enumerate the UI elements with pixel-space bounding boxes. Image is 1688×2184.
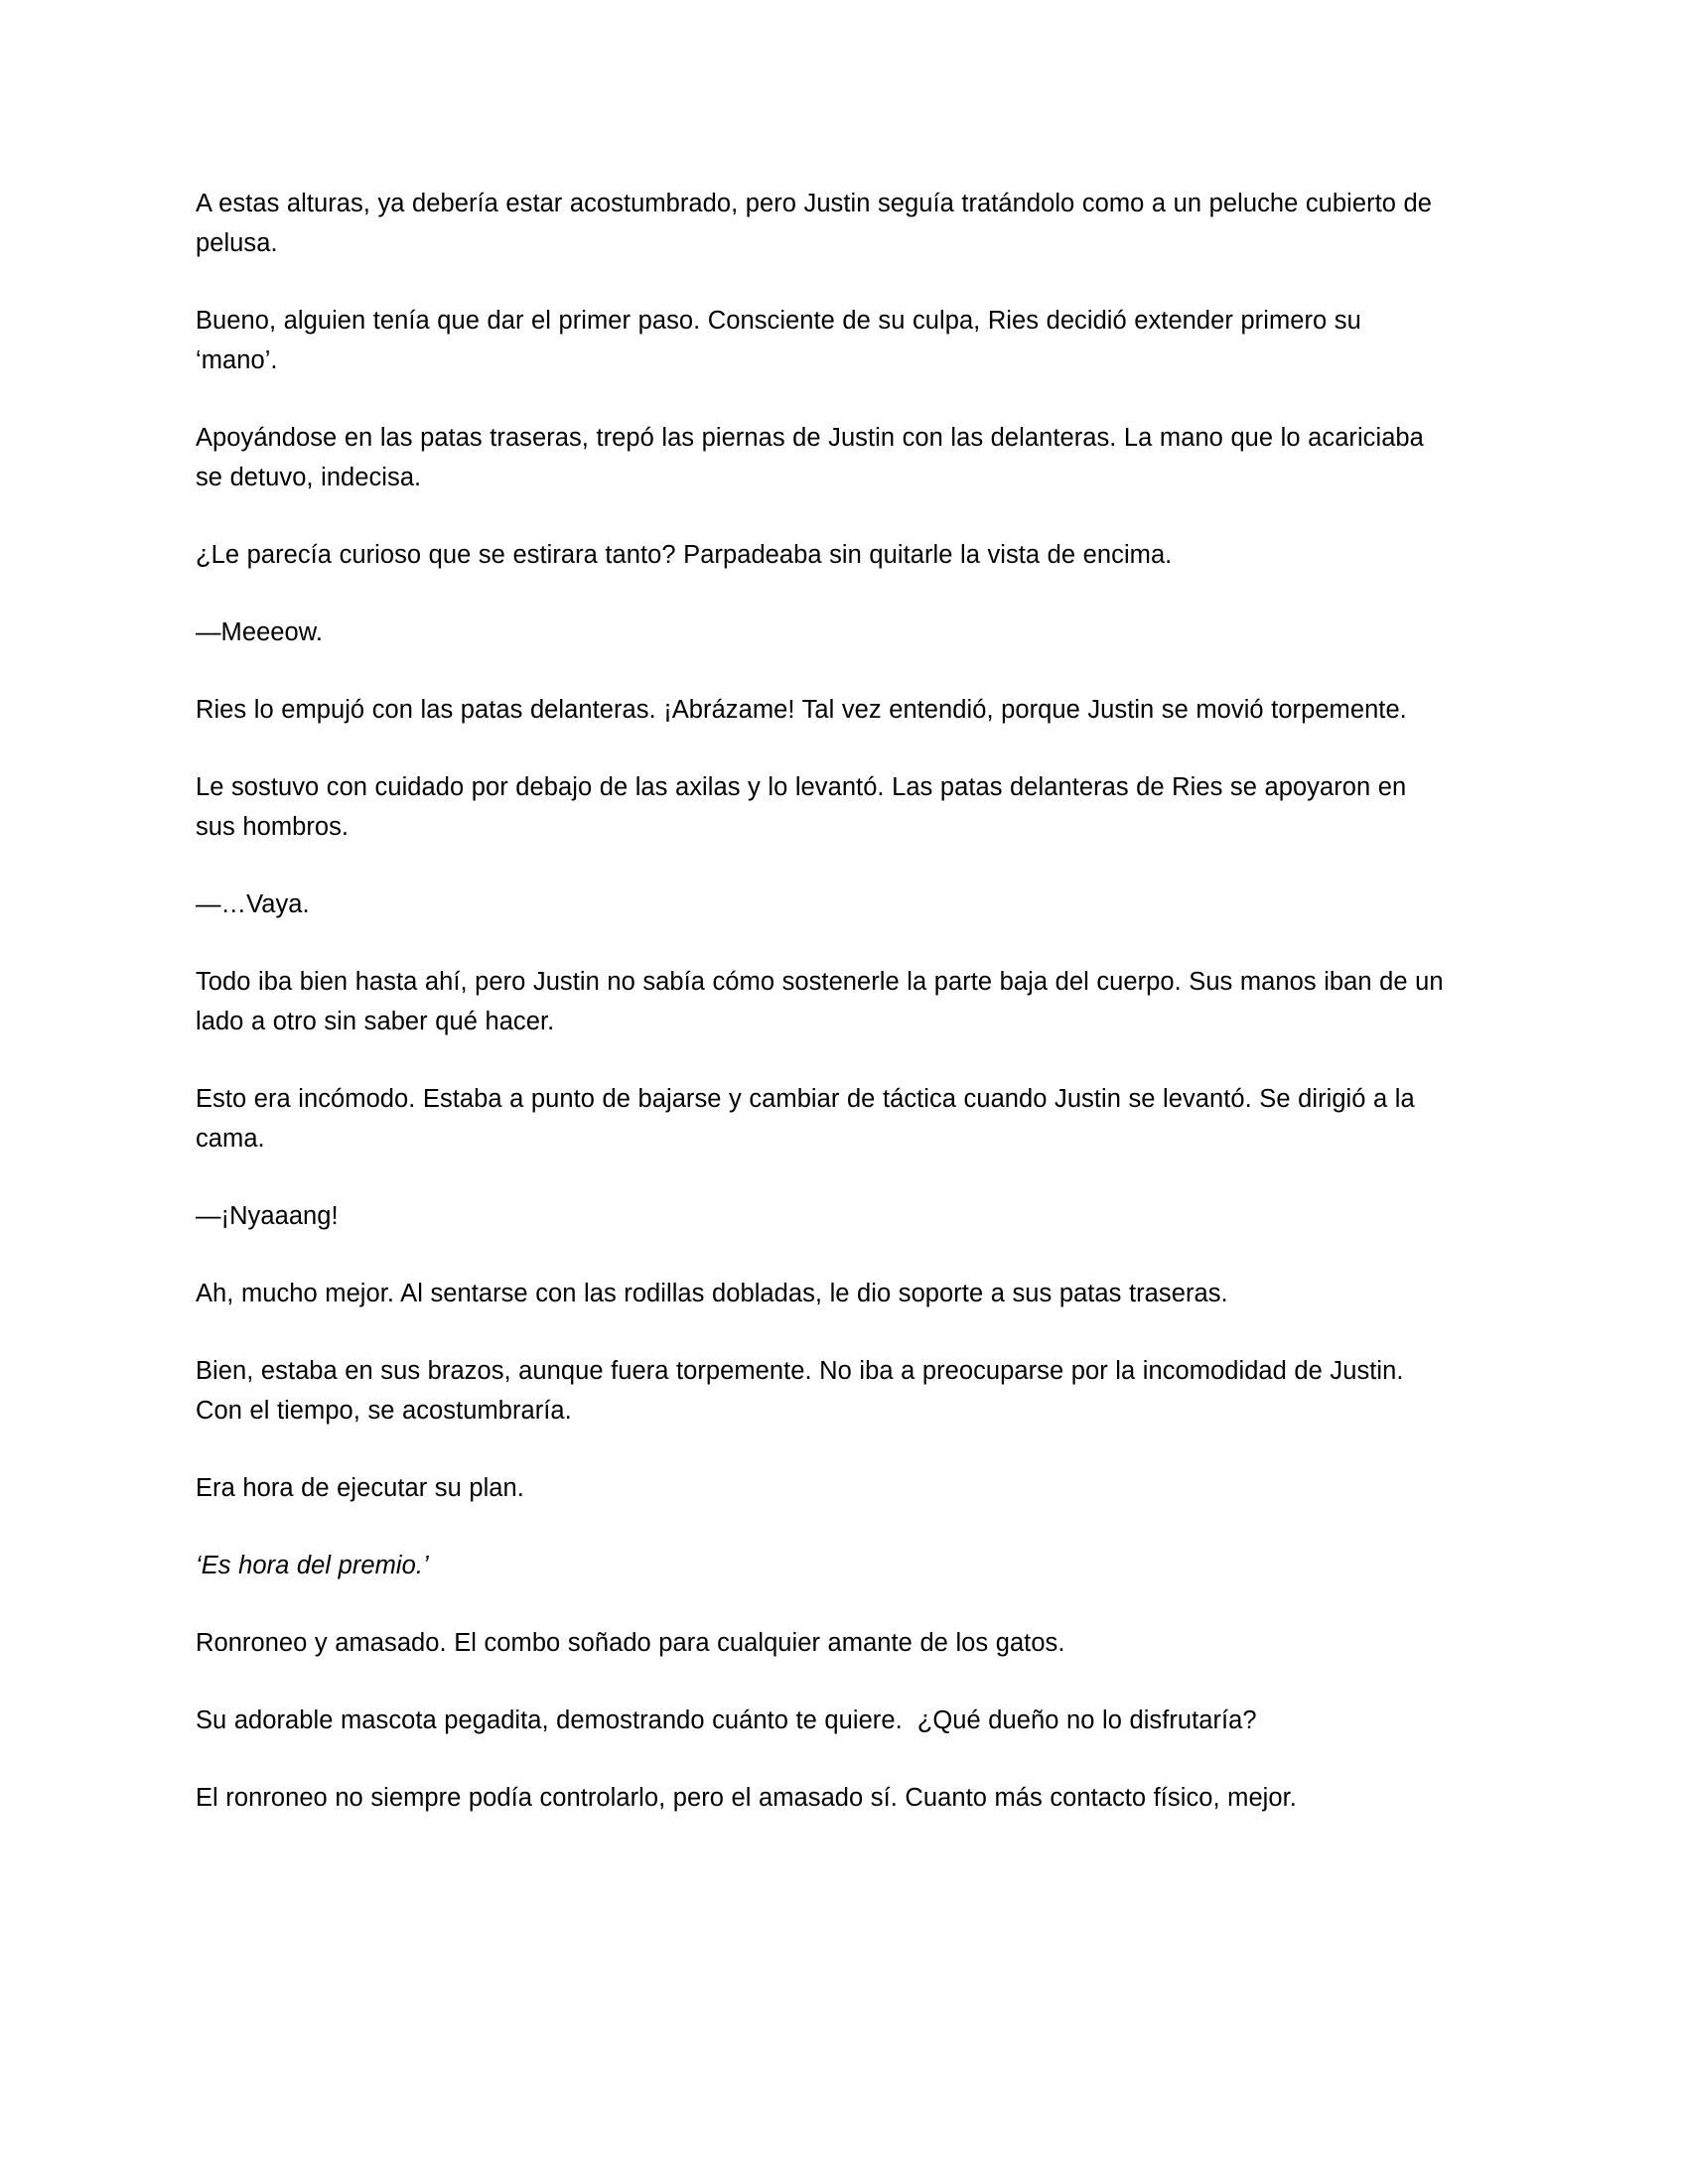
paragraph: Le sostuvo con cuidado por debajo de las axilas y lo levantó. Las patas delanteras de Ries se apoyaron en sus hombros. <box>196 773 1414 841</box>
document-text-column <box>196 184 1452 1818</box>
paragraph: Ah, mucho mejor. Al sentarse con las rodillas dobladas, le dio soporte a sus patas traseras. <box>196 1280 1228 1307</box>
dialogue-line: —¡Nyaaang! <box>196 1202 339 1230</box>
paragraph: Ronroneo y amasado. El combo soñado para cualquier amante de los gatos. <box>196 1629 1065 1657</box>
paragraph: A estas alturas, ya debería estar acostumbrado, pero Justin seguía tratándolo como a un peluche cubierto de pelusa. <box>196 190 1440 257</box>
paragraph: Bien, estaba en sus brazos, aunque fuera torpemente. No iba a preocuparse por la incomodidad de Justin. Con el tiempo, se acostumbraría. <box>196 1357 1412 1425</box>
paragraph: Apoyándose en las patas traseras, trepó las piernas de Justin con las delanteras. La mano que lo acariciaba se detuvo, indecisa. <box>196 424 1432 491</box>
dialogue-line: —…Vaya. <box>196 890 310 918</box>
paragraph: El ronroneo no siempre podía controlarlo, pero el amasado sí. Cuanto más contacto físico, mejor. <box>196 1784 1297 1812</box>
paragraph: Era hora de ejecutar su plan. <box>196 1474 524 1502</box>
paragraph: ¿Le parecía curioso que se estirara tanto? Parpadeaba sin quitarle la vista de encima. <box>196 541 1173 569</box>
paragraph: Su adorable mascota pegadita, demostrando cuánto te quiere. ¿Qué dueño no lo disfrutaría? <box>196 1706 1257 1734</box>
inner-thought-line: ‘Es hora del premio.’ <box>196 1552 429 1579</box>
paragraph: Todo iba bien hasta ahí, pero Justin no sabía cómo sostenerle la parte baja del cuerpo. Sus manos iban de un lado a otro sin saber qué hacer. <box>196 968 1452 1035</box>
paragraph: Bueno, alguien tenía que dar el primer paso. Consciente de su culpa, Ries decidió extender primero su ‘mano’. <box>196 307 1369 374</box>
dialogue-line: —Meeeow. <box>196 618 323 646</box>
paragraph: Esto era incómodo. Estaba a punto de bajarse y cambiar de táctica cuando Justin se levantó. Se dirigió a la cama. <box>196 1085 1423 1153</box>
paragraph: Ries lo empujó con las patas delanteras. ¡Abrázame! Tal vez entendió, porque Justin se movió torpemente. <box>196 696 1407 724</box>
